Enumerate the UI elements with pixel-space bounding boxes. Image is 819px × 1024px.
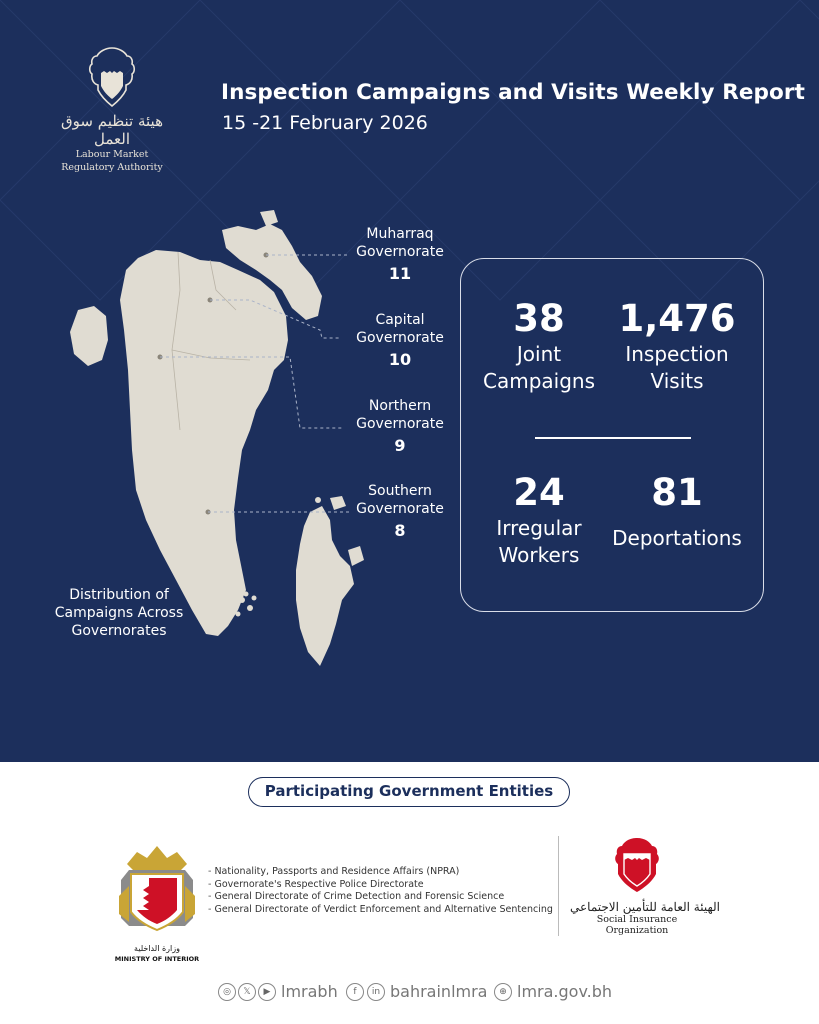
muharraq-campaign-count: 11 [388, 264, 412, 283]
stat-inspection-visits [601, 297, 753, 395]
southern-campaign-count: 8 [394, 521, 406, 540]
report-title: Inspection Campaigns and Visits Weekly Report [221, 80, 805, 105]
stat-label: Joint [516, 342, 562, 366]
stat-label: Visits [650, 369, 704, 393]
stat-label: Irregular [496, 516, 582, 540]
stat-irregular-workers [463, 471, 615, 569]
social-insurance-organization-logo [570, 836, 720, 936]
capital-campaign-count: 10 [388, 350, 412, 369]
capital-governorate-label: Capital Governorate 10 [330, 311, 470, 373]
social-handle-bahrainlmra[interactable]: bahrainlmra [390, 982, 488, 1001]
entities-section [0, 762, 819, 1024]
moi-arabic-name: وزارة الداخلية [134, 944, 180, 953]
lmra-english-name-line1: Labour Market [75, 149, 149, 160]
youtube-icon[interactable]: ▶ [258, 983, 276, 1001]
stat-deportations [601, 471, 753, 552]
stat-label: Deportations [612, 526, 742, 550]
instagram-icon[interactable]: ◎ [218, 983, 236, 1001]
moi-english-name: MINISTRY OF INTERIOR [114, 955, 200, 963]
entities-heading: Participating Government Entities [248, 777, 570, 807]
sio-arabic-name: الهيئة العامة للتأمين الاجتماعي [570, 900, 720, 914]
ministry-of-interior-logo [110, 840, 204, 963]
entities-divider [558, 836, 559, 936]
stat-value: 1,476 [618, 297, 736, 340]
southern-governorate-label: Southern Governorate 8 [330, 482, 470, 544]
umm-an-nasan-island-shape [70, 306, 108, 366]
lmra-logo [48, 46, 176, 174]
stat-label: Campaigns [482, 369, 595, 393]
northern-governorate-label: Northern Governorate 9 [330, 397, 470, 459]
stat-joint-campaigns [463, 297, 615, 395]
moi-directorates-list [208, 866, 553, 916]
social-handle-lmrabh[interactable]: lmrabh [281, 982, 338, 1001]
social-links [0, 980, 819, 1006]
list-item: - General Directorate of Verdict Enforcement and Alternative Sentencing [208, 904, 553, 917]
stats-panel [460, 258, 764, 612]
stat-value: 38 [513, 297, 565, 340]
map-caption: Distribution of Campaigns Across Governorates [54, 587, 184, 639]
linkedin-icon[interactable]: in [367, 983, 385, 1001]
lmra-arabic-name: هيئة تنظيم سوق العمل [60, 112, 163, 148]
sio-english-name: Social Insurance Organization [596, 914, 678, 936]
moi-emblem-icon [115, 840, 199, 940]
stat-value: 81 [651, 471, 703, 514]
sio-emblem-icon [612, 836, 662, 894]
stat-value: 24 [513, 471, 565, 514]
list-item: - General Directorate of Crime Detection and Forensic Science [208, 891, 553, 904]
stat-label: Workers [498, 543, 580, 567]
northern-campaign-count: 9 [394, 436, 406, 455]
report-date-range: 15 -21 February 2026 [222, 112, 428, 134]
list-item: - Nationality, Passports and Residence Affairs (NPRA) [208, 866, 553, 879]
website-link[interactable]: lmra.gov.bh [517, 982, 613, 1001]
lmra-emblem-icon [87, 46, 137, 108]
stat-label: Inspection [625, 342, 729, 366]
globe-icon[interactable]: ⊕ [494, 983, 512, 1001]
list-item: - Governorate's Respective Police Directorate [208, 879, 553, 892]
stats-divider [535, 437, 691, 439]
facebook-icon[interactable]: f [346, 983, 364, 1001]
muharraq-governorate-label: Muharraq Governorate 11 [330, 225, 470, 287]
x-icon[interactable]: 𝕏 [238, 983, 256, 1001]
lmra-english-name-line2: Regulatory Authority [61, 162, 163, 173]
